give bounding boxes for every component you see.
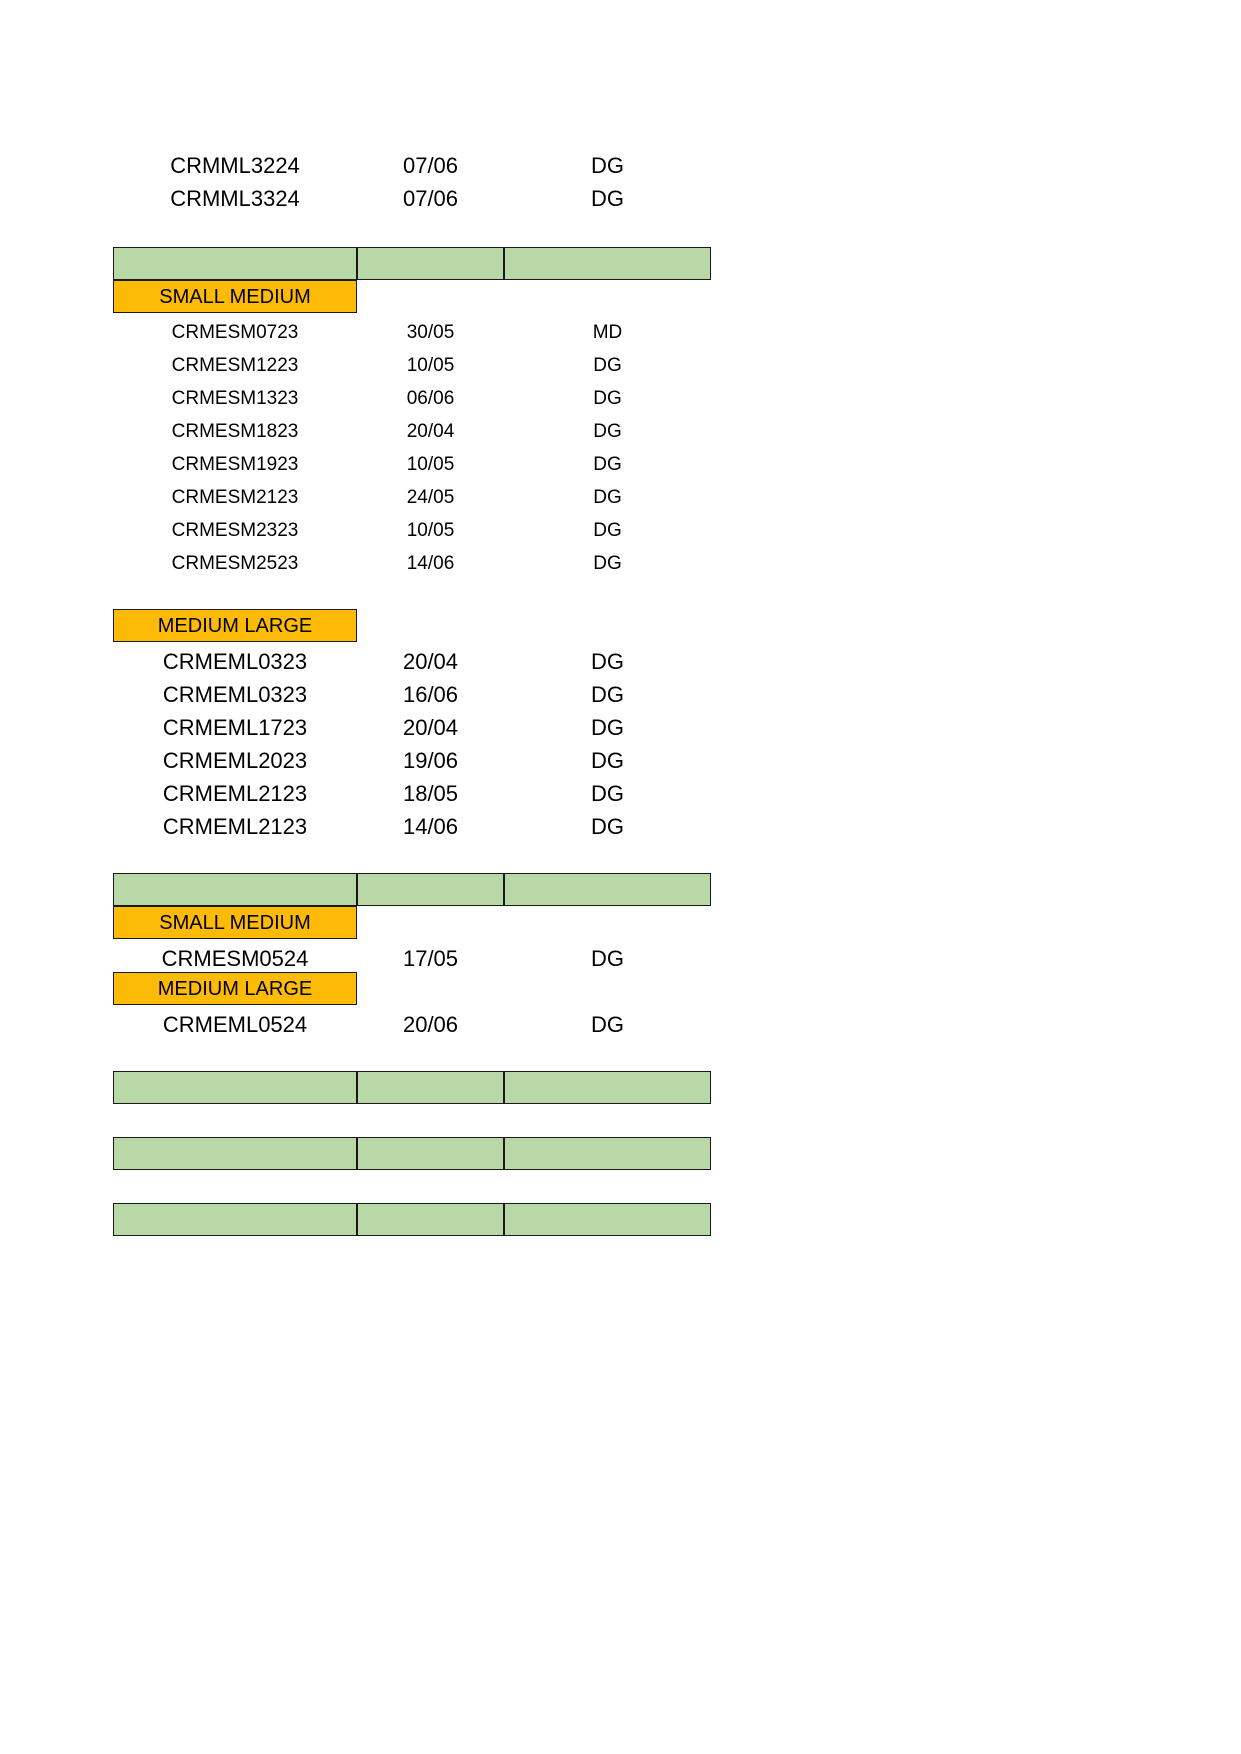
table-row xyxy=(0,182,1241,215)
section-header-row xyxy=(113,873,711,906)
initials-cell: DG xyxy=(593,454,622,475)
table-row xyxy=(0,678,1241,711)
section-header-row xyxy=(113,247,711,280)
table-row xyxy=(0,744,1241,777)
date-cell: 10/05 xyxy=(406,454,455,475)
header-cell xyxy=(113,247,357,280)
section-header-row xyxy=(113,1071,711,1104)
initials-cell: DG xyxy=(593,553,622,574)
initials-cell: DG xyxy=(591,186,624,211)
table-row xyxy=(0,547,1241,580)
date-cell: 30/05 xyxy=(406,322,455,343)
header-cell xyxy=(504,247,711,280)
table-row xyxy=(0,382,1241,415)
initials-cell: DG xyxy=(593,520,622,541)
table-row xyxy=(0,1008,1241,1041)
code-cell: CRMEML0323 xyxy=(162,649,308,674)
date-cell: 07/06 xyxy=(402,153,459,178)
code-cell: CRMEML1723 xyxy=(162,715,308,740)
code-cell: CRMESM1823 xyxy=(171,421,299,442)
date-cell: 14/06 xyxy=(402,814,459,839)
initials-cell: DG xyxy=(593,487,622,508)
code-cell: CRMML3224 xyxy=(170,153,300,178)
date-cell: 20/04 xyxy=(406,421,455,442)
code-cell: CRMEML2023 xyxy=(162,748,308,773)
initials-cell: DG xyxy=(591,1012,624,1037)
table-row xyxy=(0,645,1241,678)
category-label-medium-large: MEDIUM LARGE xyxy=(113,972,357,1005)
initials-cell: DG xyxy=(591,781,624,806)
initials-cell: DG xyxy=(591,814,624,839)
table-row xyxy=(0,149,1241,182)
header-cell xyxy=(113,1137,357,1170)
date-cell: 10/05 xyxy=(406,355,455,376)
date-cell: 07/06 xyxy=(402,186,459,211)
date-cell: 24/05 xyxy=(406,487,455,508)
table-row xyxy=(0,711,1241,744)
date-cell: 16/06 xyxy=(402,682,459,707)
date-cell: 20/06 xyxy=(402,1012,459,1037)
category-label-medium-large: MEDIUM LARGE xyxy=(113,609,357,642)
date-cell: 10/05 xyxy=(406,520,455,541)
initials-cell: DG xyxy=(593,355,622,376)
section-header-row xyxy=(113,1203,711,1236)
date-cell: 19/06 xyxy=(402,748,459,773)
header-cell xyxy=(113,1203,357,1236)
date-cell: 14/06 xyxy=(406,553,455,574)
header-cell xyxy=(504,1203,711,1236)
date-cell: 20/04 xyxy=(402,649,459,674)
date-cell: 20/04 xyxy=(402,715,459,740)
header-cell xyxy=(504,1071,711,1104)
initials-cell: DG xyxy=(591,649,624,674)
table-row xyxy=(0,316,1241,349)
header-cell xyxy=(504,873,711,906)
table-row xyxy=(0,448,1241,481)
initials-cell: DG xyxy=(591,946,624,971)
initials-cell: MD xyxy=(592,322,623,343)
initials-cell: DG xyxy=(591,715,624,740)
code-cell: CRMESM1223 xyxy=(171,355,299,376)
code-cell: CRMESM0723 xyxy=(171,322,299,343)
header-cell xyxy=(357,1203,504,1236)
date-cell: 17/05 xyxy=(402,946,459,971)
initials-cell: DG xyxy=(591,682,624,707)
code-cell: CRMESM1923 xyxy=(171,454,299,475)
header-cell xyxy=(113,1071,357,1104)
header-cell xyxy=(113,873,357,906)
header-cell xyxy=(357,247,504,280)
code-cell: CRMEML0323 xyxy=(162,682,308,707)
code-cell: CRMESM2523 xyxy=(171,553,299,574)
code-cell: CRMML3324 xyxy=(170,186,300,211)
code-cell: CRMESM1323 xyxy=(171,388,299,409)
table-row xyxy=(0,942,1241,975)
table-row xyxy=(0,777,1241,810)
code-cell: CRMESM0524 xyxy=(161,946,309,971)
table-row xyxy=(0,481,1241,514)
initials-cell: DG xyxy=(591,153,624,178)
header-cell xyxy=(357,1137,504,1170)
code-cell: CRMESM2123 xyxy=(171,487,299,508)
code-cell: CRMEML0524 xyxy=(162,1012,308,1037)
code-cell: CRMEML2123 xyxy=(162,781,308,806)
table-row xyxy=(0,349,1241,382)
category-label-small-medium: SMALL MEDIUM xyxy=(113,906,357,939)
section-header-row xyxy=(113,1137,711,1170)
initials-cell: DG xyxy=(591,748,624,773)
date-cell: 06/06 xyxy=(406,388,455,409)
date-cell: 18/05 xyxy=(402,781,459,806)
header-cell xyxy=(504,1137,711,1170)
code-cell: CRMESM2323 xyxy=(171,520,299,541)
initials-cell: DG xyxy=(593,421,622,442)
table-row xyxy=(0,810,1241,843)
table-row xyxy=(0,415,1241,448)
table-row xyxy=(0,514,1241,547)
category-label-small-medium: SMALL MEDIUM xyxy=(113,280,357,313)
header-cell xyxy=(357,873,504,906)
header-cell xyxy=(357,1071,504,1104)
code-cell: CRMEML2123 xyxy=(162,814,308,839)
initials-cell: DG xyxy=(593,388,622,409)
